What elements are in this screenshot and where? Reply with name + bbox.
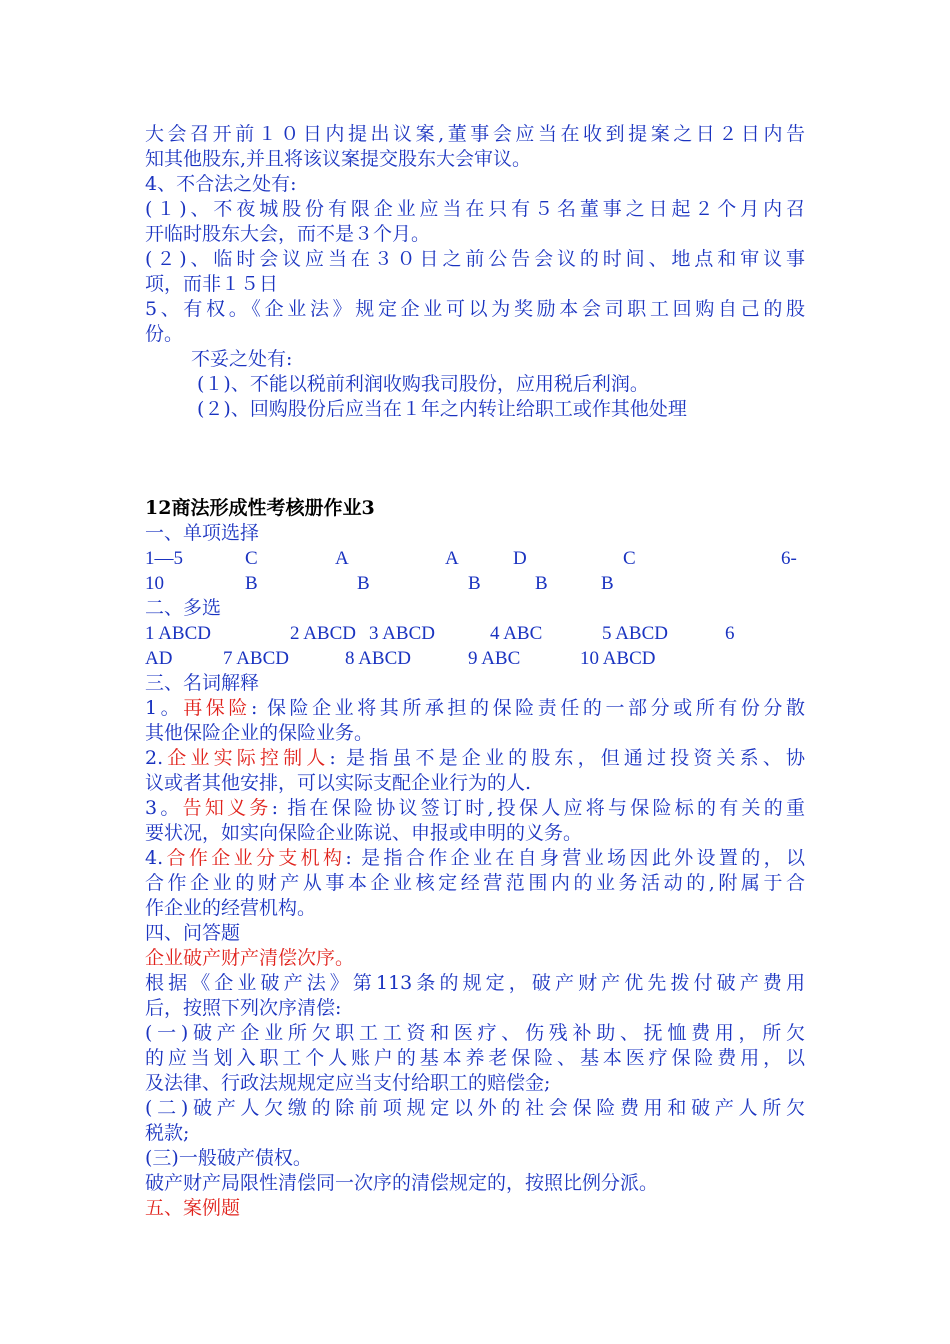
- answer-line: 税款;: [145, 1122, 190, 1144]
- term-name: 再保险: [183, 697, 251, 719]
- answer-cell: 6-: [781, 548, 797, 569]
- answer-cell: A: [335, 548, 349, 569]
- section-heading: 三、名词解释: [145, 672, 260, 694]
- term-definition-line: 要状况，如实向保险企业陈说、申报或申明的义务。: [145, 822, 583, 844]
- answer-cell: B: [468, 573, 481, 594]
- answer-cell: 3 ABCD: [369, 623, 435, 644]
- text-line: 知其他股东,并且将该议案提交股东大会审议。: [145, 148, 532, 170]
- multi-choice-row-2: [145, 646, 805, 671]
- answer-cell: A: [445, 548, 459, 569]
- multi-choice-row-1: [145, 621, 805, 646]
- term-name: 告知义务: [182, 797, 272, 819]
- term-number: 4.: [145, 847, 164, 869]
- answer-line: 后，按照下列次序清偿:: [145, 997, 342, 1019]
- term-definition-line: 其他保险企业的保险业务。: [145, 722, 374, 744]
- answer-cell: AD: [145, 648, 173, 669]
- answer-line: (二)破产人欠缴的除前项规定以外的社会保险费用和破产人所欠: [145, 1097, 805, 1119]
- answer-cell: B: [357, 573, 370, 594]
- answer-cell: B: [601, 573, 614, 594]
- term-name: 企业实际控制人: [163, 747, 330, 769]
- section-heading: 二、多选: [145, 597, 222, 619]
- term-definition-line: [145, 746, 805, 771]
- answer-cell: 1—5: [145, 548, 183, 569]
- answer-cell: 7 ABCD: [223, 648, 289, 669]
- section-heading: 四、问答题: [145, 922, 241, 944]
- answer-line: (一)破产企业所欠职工工资和医疗、伤残补助、抚恤费用，所欠: [145, 1022, 805, 1044]
- text-line: 份。: [145, 323, 184, 345]
- answer-line: 破产财产局限性清偿同一次序的清偿规定的，按照比例分派。: [145, 1172, 659, 1194]
- text-line: 5、有权。《企业法》规定企业可以为奖励本会司职工回购自己的股: [145, 298, 805, 320]
- section-title: 12商法形成性考核册作业3: [145, 497, 375, 519]
- answer-line: 根据《企业破产法》第113条的规定，破产财产优先拨付破产费用: [145, 972, 805, 994]
- term-text: : 是指虽不是企业的股东，但通过投资关系、协: [329, 747, 805, 769]
- term-definition-line: [145, 796, 805, 821]
- term-definition-line: 合作企业的财产从事本企业核定经营范围内的业务活动的,附属于合: [145, 872, 805, 894]
- block-continued-answers: [145, 122, 805, 422]
- section-heading: 一、单项选择: [145, 522, 260, 544]
- term-text: : 是指合作企业在自身营业场因此外设置的，以: [345, 847, 805, 869]
- term-definition-line: [145, 846, 805, 871]
- text-line: 4、不合法之处有:: [145, 173, 297, 195]
- answer-cell: C: [245, 548, 258, 569]
- text-line: 开临时股东大会，而不是３个月。: [145, 223, 431, 245]
- answer-cell: D: [513, 548, 527, 569]
- text-line: 项，而非１５日: [145, 273, 279, 295]
- answer-cell: 10 ABCD: [580, 648, 656, 669]
- text-line: (２)、临时会议应当在３０日之前公告会议的时间、地点和审议事: [145, 248, 805, 270]
- text-line: (２)、回购股份后应当在１年之内转让给职工或作其他处理: [197, 398, 687, 420]
- single-choice-row-1: [145, 546, 805, 571]
- answer-cell: 10: [145, 573, 164, 594]
- block-assignment-3: [145, 496, 805, 1221]
- answer-cell: 8 ABCD: [345, 648, 411, 669]
- section-heading: 五、案例题: [145, 1197, 241, 1219]
- answer-line: (三)一般破产债权。: [145, 1147, 312, 1169]
- term-definition-line: 作企业的经营机构。: [145, 897, 317, 919]
- answer-line: 及法律、行政法规规定应当支付给职工的赔偿金;: [145, 1072, 551, 1094]
- answer-line: 的应当划入职工个人账户的基本养老保险、基本医疗保险费用，以: [145, 1047, 805, 1069]
- question-title: 企业破产财产清偿次序。: [145, 947, 355, 969]
- text-line: 不妥之处有:: [191, 348, 293, 370]
- term-number: 2.: [145, 747, 164, 769]
- term-number: 1。: [145, 697, 184, 719]
- term-number: 3。: [145, 797, 183, 819]
- answer-cell: B: [245, 573, 258, 594]
- answer-cell: 9 ABC: [468, 648, 521, 669]
- term-name: 合作企业分支机构: [163, 847, 346, 869]
- term-definition-line: 议或者其他安排，可以实际支配企业行为的人.: [145, 772, 532, 794]
- answer-cell: 1 ABCD: [145, 623, 211, 644]
- text-line: (１)、不能以税前利润收购我司股份，应用税后利润。: [197, 373, 649, 395]
- term-definition-line: [145, 696, 805, 721]
- answer-cell: 4 ABC: [490, 623, 543, 644]
- answer-cell: B: [535, 573, 548, 594]
- answer-cell: 5 ABCD: [602, 623, 668, 644]
- term-text: : 保险企业将其所承担的保险责任的一部分或所有份分散: [250, 697, 805, 719]
- term-text: : 指在保险协议签订时,投保人应将与保险标的有关的重: [271, 797, 806, 819]
- answer-cell: 6: [725, 623, 735, 644]
- text-line: (１)、不夜城股份有限企业应当在只有５名董事之日起２个月内召: [145, 198, 805, 220]
- single-choice-row-2: [145, 571, 805, 596]
- text-line: 大会召开前１０日内提出议案,董事会应当在收到提案之日２日内告: [145, 123, 805, 145]
- answer-cell: 2 ABCD: [290, 623, 356, 644]
- answer-cell: C: [623, 548, 636, 569]
